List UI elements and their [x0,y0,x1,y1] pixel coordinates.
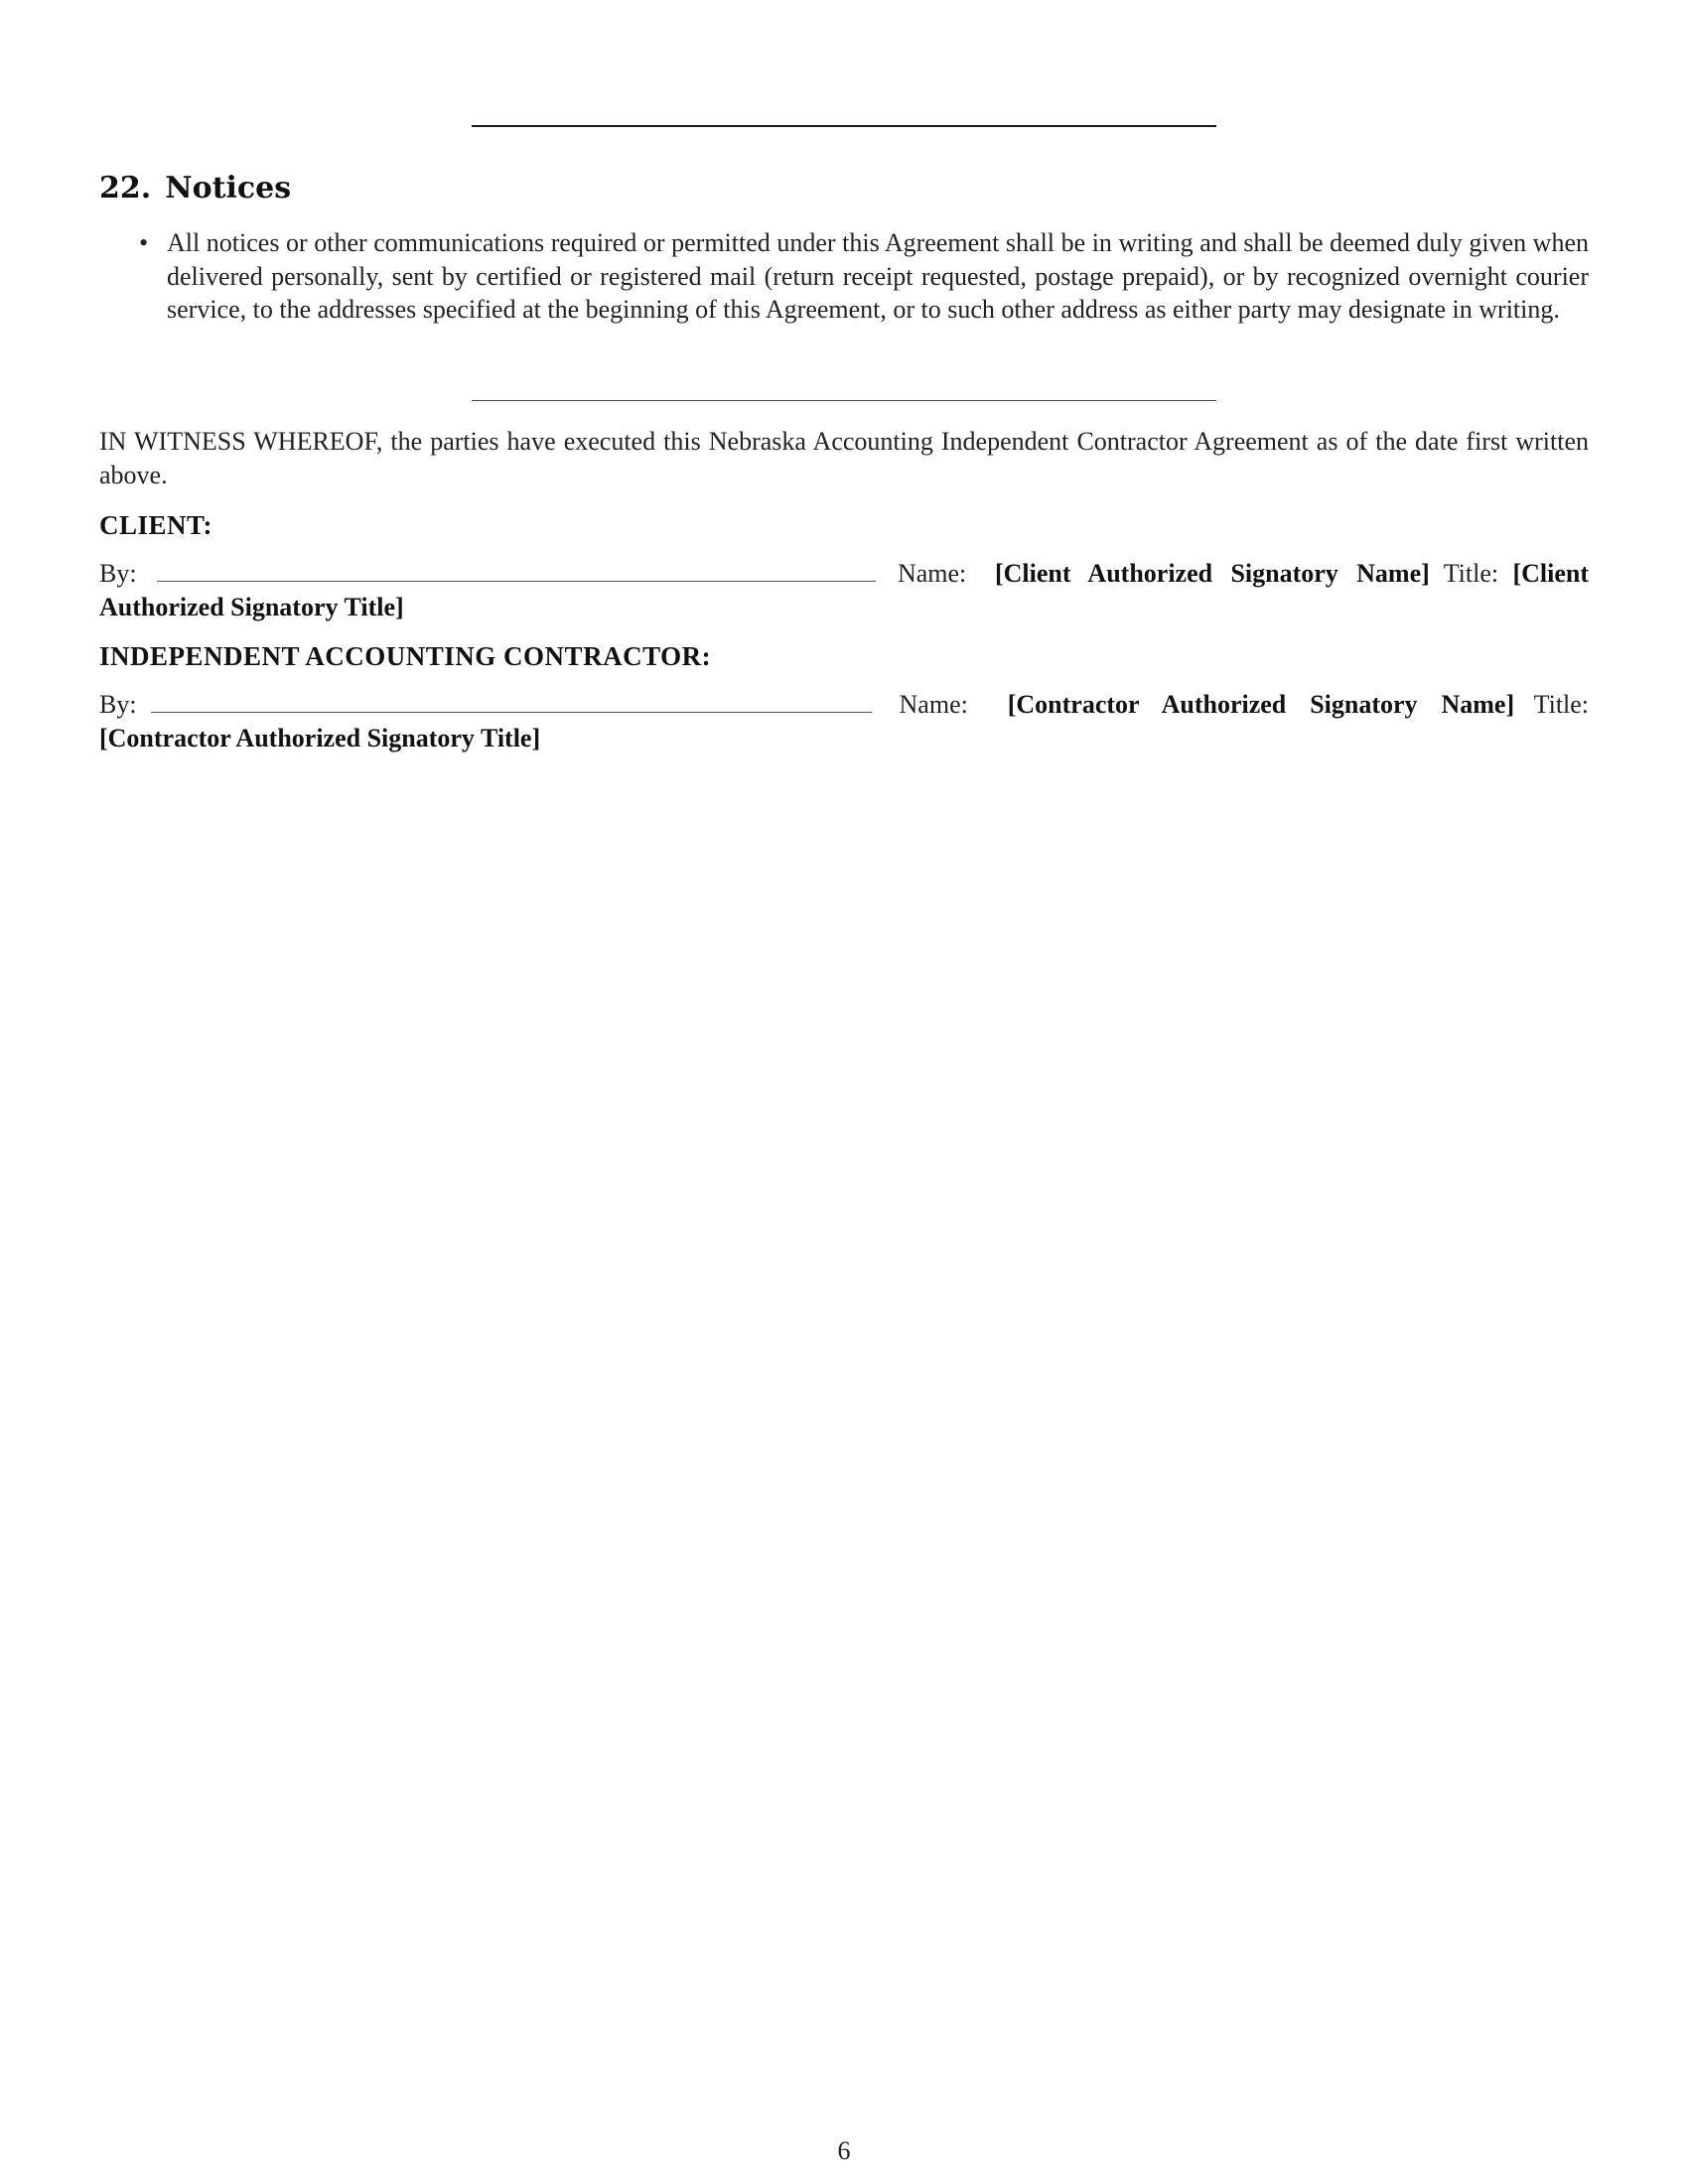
contractor-signature-block [99,688,1589,754]
contractor-by-label: By: [99,690,137,719]
contractor-name-value: [Contractor Authorized Signatory Name] [1007,690,1515,719]
client-by-label: By: [99,559,137,588]
contractor-name-label: Name: [899,690,968,719]
contractor-heading: INDEPENDENT ACCOUNTING CONTRACTOR: [99,641,712,671]
contractor-title-value: [Contractor Authorized Signatory Title] [99,723,541,752]
middle-divider [472,400,1216,401]
client-title-label: Title: [1443,559,1499,588]
client-name-value: [Client Authorized Signatory Name] [994,559,1430,588]
top-divider [472,125,1216,127]
client-name-label: Name: [897,559,967,588]
list-item [99,226,1589,327]
section-number: 22. [99,171,152,205]
section-heading [99,169,291,208]
witness-paragraph: IN WITNESS WHEREOF, the parties have executed this Nebraska Accounting Independent Contractor Agreement as of the date first written above. [99,427,1589,489]
section-title: Notices [165,171,292,205]
bullet-icon: • [139,228,149,257]
notices-list [99,226,1589,327]
contractor-signature-line[interactable] [151,690,872,713]
client-signature-line[interactable] [157,559,876,582]
page-number: 6 [837,2136,851,2165]
client-title-value: [Client Authorized Signatory Title] [99,559,1589,621]
client-signature-block [99,557,1589,623]
document-page [99,0,1589,2184]
contractor-title-label: Title: [1533,690,1590,719]
notices-text: All notices or other communications required or permitted under this Agreement shall be in writing and shall be deemed duly given when delivered personally, sent by certified or registered mail (return receipt requested, postage prepaid), or by recognized overnight courier service, to the addresses specified at the beginning of this Agreement, or to such other address as either party may designate in writing. [167,228,1589,324]
client-heading: CLIENT: [99,510,213,540]
